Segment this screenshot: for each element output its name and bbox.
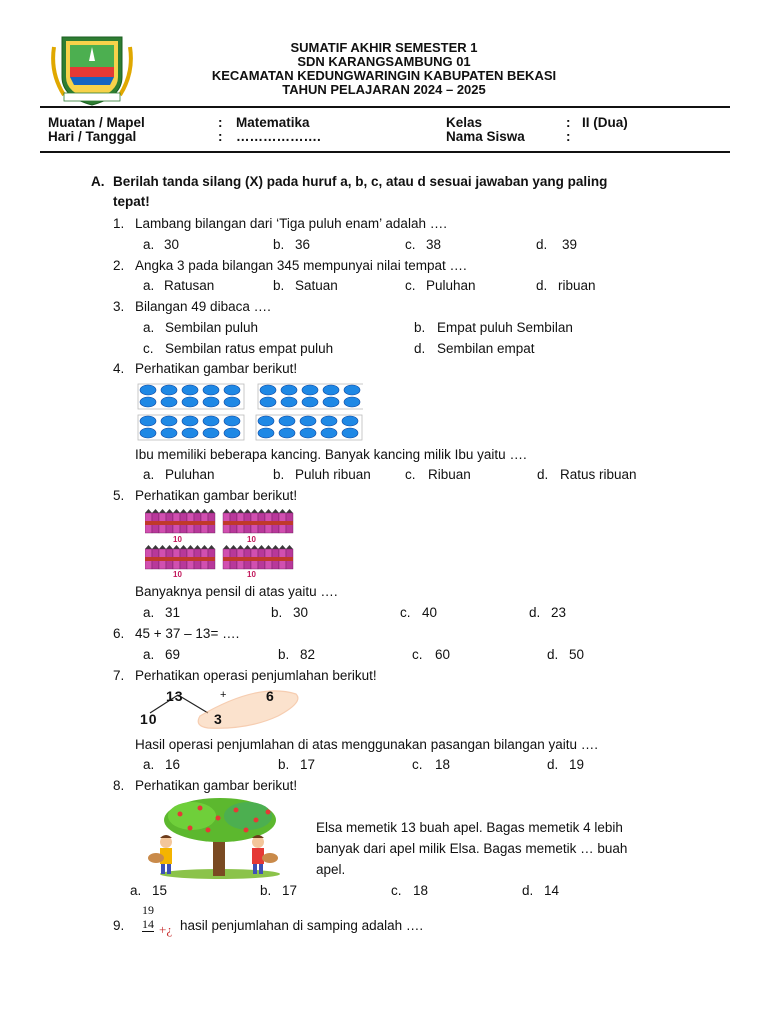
pencil-tip bbox=[145, 545, 152, 549]
bundle-label-2: 10 bbox=[247, 535, 256, 544]
pencil-tip bbox=[272, 545, 279, 549]
pencil-tip bbox=[166, 545, 173, 549]
pencil-tip bbox=[251, 509, 258, 513]
kelas-sep: : bbox=[566, 115, 571, 130]
q1-opt-b-letter[interactable]: b. bbox=[273, 237, 285, 252]
pencil-tip bbox=[201, 545, 208, 549]
q5-opt-c[interactable]: 40 bbox=[422, 605, 438, 620]
nama-label: Nama Siswa bbox=[446, 129, 525, 144]
bundle-band bbox=[145, 557, 215, 561]
blue-button-icon bbox=[342, 428, 358, 438]
q5-text: Perhatikan gambar berikut! bbox=[135, 488, 298, 503]
q1-opt-a[interactable]: 30 bbox=[164, 237, 180, 252]
q6-number: 6. bbox=[113, 626, 125, 641]
blue-button-icon bbox=[279, 428, 295, 438]
q8-opt-a-letter[interactable]: a. bbox=[130, 883, 142, 898]
blue-button-icon bbox=[260, 397, 276, 407]
q6-opt-b[interactable]: 82 bbox=[300, 647, 316, 662]
blue-button-icon bbox=[224, 397, 240, 407]
bundle-label-4: 10 bbox=[247, 570, 256, 579]
kelas-label: Kelas bbox=[446, 115, 483, 130]
pencil-tip bbox=[279, 509, 286, 513]
hari-sep: : bbox=[218, 129, 223, 144]
bond-plus: + bbox=[220, 689, 227, 701]
q4-number: 4. bbox=[113, 361, 125, 376]
q4-opt-b[interactable]: Puluh ribuan bbox=[295, 467, 371, 482]
q8-opt-d-letter[interactable]: d. bbox=[522, 883, 534, 898]
q4-opt-d[interactable]: Ratus ribuan bbox=[560, 467, 637, 482]
q6-opt-a-letter[interactable]: a. bbox=[143, 647, 155, 662]
blue-button-icon bbox=[258, 428, 274, 438]
q5-opt-d[interactable]: 23 bbox=[551, 605, 567, 620]
blue-button-icon bbox=[140, 416, 156, 426]
pencil-tip bbox=[258, 509, 265, 513]
q8-opt-d[interactable]: 14 bbox=[544, 883, 560, 898]
q2-opt-b-letter[interactable]: b. bbox=[273, 278, 285, 293]
pencil-tip bbox=[237, 509, 244, 513]
blue-button-icon bbox=[302, 397, 318, 407]
q3-opt-c[interactable]: Sembilan ratus empat puluh bbox=[165, 341, 334, 356]
pencil-tip bbox=[180, 545, 187, 549]
q8-story-line-3: apel. bbox=[316, 862, 346, 877]
q2-opt-a-letter[interactable]: a. bbox=[143, 278, 155, 293]
q9-top-number: 19 bbox=[142, 903, 154, 917]
pencil-tip bbox=[286, 509, 293, 513]
q2-opt-d[interactable]: ribuan bbox=[558, 278, 596, 293]
q2-opt-c-letter[interactable]: c. bbox=[405, 278, 416, 293]
pencil-tip bbox=[187, 545, 194, 549]
nama-sep: : bbox=[566, 129, 571, 144]
blue-button-icon bbox=[281, 385, 297, 395]
pencil-tip bbox=[265, 545, 272, 549]
blue-button-icon bbox=[323, 397, 339, 407]
blue-button-icon bbox=[321, 416, 337, 426]
q3-number: 3. bbox=[113, 299, 125, 314]
q7-opt-d[interactable]: 19 bbox=[569, 757, 585, 772]
q9-tail: +¿ bbox=[159, 922, 173, 937]
q6-opt-d[interactable]: 50 bbox=[569, 647, 585, 662]
q4-text: Perhatikan gambar berikut! bbox=[135, 361, 298, 376]
q2-opt-b[interactable]: Satuan bbox=[295, 278, 338, 293]
bundle-label-3: 10 bbox=[173, 570, 182, 579]
q7-text: Perhatikan operasi penjumlahan berikut! bbox=[135, 668, 377, 683]
blue-button-icon bbox=[258, 416, 274, 426]
blue-button-icon bbox=[161, 416, 177, 426]
header-line-4: TAHUN PELAJARAN 2024 – 2025 bbox=[282, 82, 486, 97]
bundle-band bbox=[145, 521, 215, 525]
q1-opt-a-letter[interactable]: a. bbox=[143, 237, 155, 252]
pencil-tip bbox=[230, 545, 237, 549]
pencil-tip bbox=[173, 545, 180, 549]
pencil-tip bbox=[265, 509, 272, 513]
pencil-tip bbox=[258, 545, 265, 549]
pencil-tip bbox=[159, 545, 166, 549]
q8-number: 8. bbox=[113, 778, 125, 793]
blue-button-icon bbox=[323, 385, 339, 395]
header-line-3: KECAMATAN KEDUNGWARINGIN KABUPATEN BEKASI bbox=[211, 68, 557, 83]
q3-opt-d-letter[interactable]: d. bbox=[414, 341, 426, 356]
blue-button-icon bbox=[140, 385, 156, 395]
q1-opt-c[interactable]: 38 bbox=[426, 237, 442, 252]
blue-button-icon bbox=[279, 416, 295, 426]
hari-label: Hari / Tanggal bbox=[48, 129, 137, 144]
blue-button-icon bbox=[224, 416, 240, 426]
blue-button-icon bbox=[321, 428, 337, 438]
q2-text: Angka 3 pada bilangan 345 mempunyai nilai tempat …. bbox=[135, 258, 467, 273]
pencil-tip bbox=[145, 509, 152, 513]
blue-button-icon bbox=[182, 428, 198, 438]
pencil-tip bbox=[208, 509, 215, 513]
bond-top-right: 6 bbox=[266, 688, 274, 704]
blue-button-icon bbox=[224, 385, 240, 395]
muatan-sep: : bbox=[218, 115, 223, 130]
q7-opt-a-letter[interactable]: a. bbox=[143, 757, 155, 772]
q8-story-line-2: banyak dari apel milik Elsa. Bagas memetik … buah bbox=[316, 841, 628, 856]
pencil-tip bbox=[244, 509, 251, 513]
q8-story-line-1: Elsa memetik 13 buah apel. Bagas memetik 4 lebih bbox=[316, 820, 623, 835]
muatan-value: Matematika bbox=[236, 115, 310, 130]
q4-text-2: Ibu memiliki beberapa kancing. Banyak kancing milik Ibu yaitu …. bbox=[135, 447, 527, 462]
section-instruction-line-2: tepat! bbox=[113, 194, 150, 209]
blue-button-icon bbox=[224, 428, 240, 438]
q2-opt-c[interactable]: Puluhan bbox=[426, 278, 476, 293]
pencil-bundles-illustration bbox=[145, 509, 301, 584]
kelas-value: II (Dua) bbox=[582, 115, 628, 130]
q7-opt-a[interactable]: 16 bbox=[165, 757, 181, 772]
q8-opt-b[interactable]: 17 bbox=[282, 883, 298, 898]
q4-opt-b-letter[interactable]: b. bbox=[273, 467, 285, 482]
q6-opt-c[interactable]: 60 bbox=[435, 647, 451, 662]
q5-opt-b-letter[interactable]: b. bbox=[271, 605, 283, 620]
bond-bottom-left: 10 bbox=[140, 711, 158, 727]
pencil-tip bbox=[223, 509, 230, 513]
header-line-1: SUMATIF AKHIR SEMESTER 1 bbox=[290, 40, 478, 55]
blue-button-icon bbox=[300, 416, 316, 426]
pencil-tip bbox=[230, 509, 237, 513]
q3-opt-a[interactable]: Sembilan puluh bbox=[165, 320, 259, 335]
header-divider bbox=[40, 106, 730, 108]
q3-opt-b[interactable]: Empat puluh Sembilan bbox=[437, 320, 573, 335]
q5-opt-c-letter[interactable]: c. bbox=[400, 605, 411, 620]
pencil-tip bbox=[237, 545, 244, 549]
q6-text: 45 + 37 – 13= …. bbox=[135, 626, 240, 641]
q3-opt-d[interactable]: Sembilan empat bbox=[437, 341, 535, 356]
q9-number: 9. bbox=[113, 918, 125, 933]
blue-button-icon bbox=[182, 416, 198, 426]
section-letter: A. bbox=[91, 174, 105, 189]
pencil-tip bbox=[159, 509, 166, 513]
pencil-tip bbox=[166, 509, 173, 513]
pencil-tip bbox=[279, 545, 286, 549]
q1-opt-d-letter[interactable]: d. bbox=[536, 237, 548, 252]
q5-opt-b[interactable]: 30 bbox=[293, 605, 309, 620]
q4-opt-d-letter[interactable]: d. bbox=[537, 467, 549, 482]
pencil-tip bbox=[187, 509, 194, 513]
bundle-band bbox=[223, 557, 293, 561]
q1-opt-d[interactable]: 39 bbox=[562, 237, 578, 252]
info-divider bbox=[40, 151, 730, 153]
q5-number: 5. bbox=[113, 488, 125, 503]
pencil-tip bbox=[152, 545, 159, 549]
q6-opt-a[interactable]: 69 bbox=[165, 647, 181, 662]
q5-opt-d-letter[interactable]: d. bbox=[529, 605, 541, 620]
apple-tree-illustration bbox=[140, 798, 300, 885]
q8-opt-b-letter[interactable]: b. bbox=[260, 883, 272, 898]
pencil-tip bbox=[286, 545, 293, 549]
q9-mid-number: 14 bbox=[142, 917, 154, 931]
q8-opt-c-letter[interactable]: c. bbox=[391, 883, 402, 898]
pencil-tip bbox=[152, 509, 159, 513]
q1-number: 1. bbox=[113, 216, 125, 231]
q7-number: 7. bbox=[113, 668, 125, 683]
pencil-tip bbox=[272, 509, 279, 513]
pencil-tip bbox=[251, 545, 258, 549]
blue-button-icon bbox=[203, 385, 219, 395]
blue-button-icon bbox=[203, 416, 219, 426]
blue-button-icon bbox=[203, 428, 219, 438]
q8-opt-c[interactable]: 18 bbox=[413, 883, 429, 898]
q2-opt-a[interactable]: Ratusan bbox=[164, 278, 215, 293]
q7-text-2: Hasil operasi penjumlahan di atas menggunakan pasangan bilangan yaitu …. bbox=[135, 737, 599, 752]
q5-text-2: Banyaknya pensil di atas yaitu …. bbox=[135, 584, 338, 599]
q7-opt-d-letter[interactable]: d. bbox=[547, 757, 559, 772]
bundle-label-1: 10 bbox=[173, 535, 182, 544]
pencil-tip bbox=[194, 545, 201, 549]
blue-button-icon bbox=[300, 428, 316, 438]
q1-opt-b[interactable]: 36 bbox=[295, 237, 311, 252]
blue-button-icon bbox=[344, 385, 360, 395]
q5-opt-a[interactable]: 31 bbox=[165, 605, 181, 620]
blue-button-icon bbox=[140, 428, 156, 438]
q3-text: Bilangan 49 dibaca …. bbox=[135, 299, 271, 314]
q6-opt-d-letter[interactable]: d. bbox=[547, 647, 559, 662]
hari-value: ………………. bbox=[236, 129, 321, 144]
q8-opt-a[interactable]: 15 bbox=[152, 883, 168, 898]
blue-button-icon bbox=[344, 397, 360, 407]
blue-button-icon bbox=[342, 416, 358, 426]
blue-button-icon bbox=[182, 385, 198, 395]
q8-text: Perhatikan gambar berikut! bbox=[135, 778, 298, 793]
q3-opt-a-letter[interactable]: a. bbox=[143, 320, 155, 335]
blue-button-icon bbox=[260, 385, 276, 395]
q9-text: hasil penjumlahan di samping adalah …. bbox=[180, 918, 424, 933]
blue-button-icon bbox=[161, 428, 177, 438]
pencil-tip bbox=[208, 545, 215, 549]
muatan-label: Muatan / Mapel bbox=[48, 115, 145, 130]
q3-opt-c-letter[interactable]: c. bbox=[143, 341, 154, 356]
q5-opt-a-letter[interactable]: a. bbox=[143, 605, 155, 620]
blue-button-icon bbox=[281, 397, 297, 407]
q6-opt-b-letter[interactable]: b. bbox=[278, 647, 290, 662]
pencil-tip bbox=[201, 509, 208, 513]
blue-button-icon bbox=[203, 397, 219, 407]
q2-number: 2. bbox=[113, 258, 125, 273]
blue-button-icon bbox=[182, 397, 198, 407]
section-instruction-line-1: Berilah tanda silang (X) pada huruf a, b, c, atau d sesuai jawaban yang paling bbox=[113, 174, 608, 189]
blue-button-icon bbox=[161, 385, 177, 395]
pencil-tip bbox=[173, 509, 180, 513]
bond-bottom-right: 3 bbox=[214, 711, 222, 727]
blue-button-icon bbox=[302, 385, 318, 395]
pencil-tip bbox=[180, 509, 187, 513]
pencil-tip bbox=[223, 545, 230, 549]
q2-opt-d-letter[interactable]: d. bbox=[536, 278, 548, 293]
q7-opt-b-letter[interactable]: b. bbox=[278, 757, 290, 772]
q1-opt-c-letter[interactable]: c. bbox=[405, 237, 416, 252]
bundle-band bbox=[223, 521, 293, 525]
buttons-illustration bbox=[137, 383, 363, 446]
blue-button-icon bbox=[161, 397, 177, 407]
q4-opt-c-letter[interactable]: c. bbox=[405, 467, 416, 482]
q4-opt-a[interactable]: Puluhan bbox=[165, 467, 215, 482]
q7-opt-c-letter[interactable]: c. bbox=[412, 757, 423, 772]
pencil-tip bbox=[244, 545, 251, 549]
pencil-tip bbox=[194, 509, 201, 513]
q7-opt-c[interactable]: 18 bbox=[435, 757, 451, 772]
blue-button-icon bbox=[140, 397, 156, 407]
q4-opt-c[interactable]: Ribuan bbox=[428, 467, 471, 482]
q1-text: Lambang bilangan dari ‘Tiga puluh enam’ adalah …. bbox=[135, 216, 447, 231]
header-line-2: SDN KARANGSAMBUNG 01 bbox=[297, 54, 471, 69]
q4-opt-a-letter[interactable]: a. bbox=[143, 467, 155, 482]
q7-opt-b[interactable]: 17 bbox=[300, 757, 316, 772]
q3-opt-b-letter[interactable]: b. bbox=[414, 320, 426, 335]
bond-top-left: 13 bbox=[166, 688, 184, 704]
q6-opt-c-letter[interactable]: c. bbox=[412, 647, 423, 662]
